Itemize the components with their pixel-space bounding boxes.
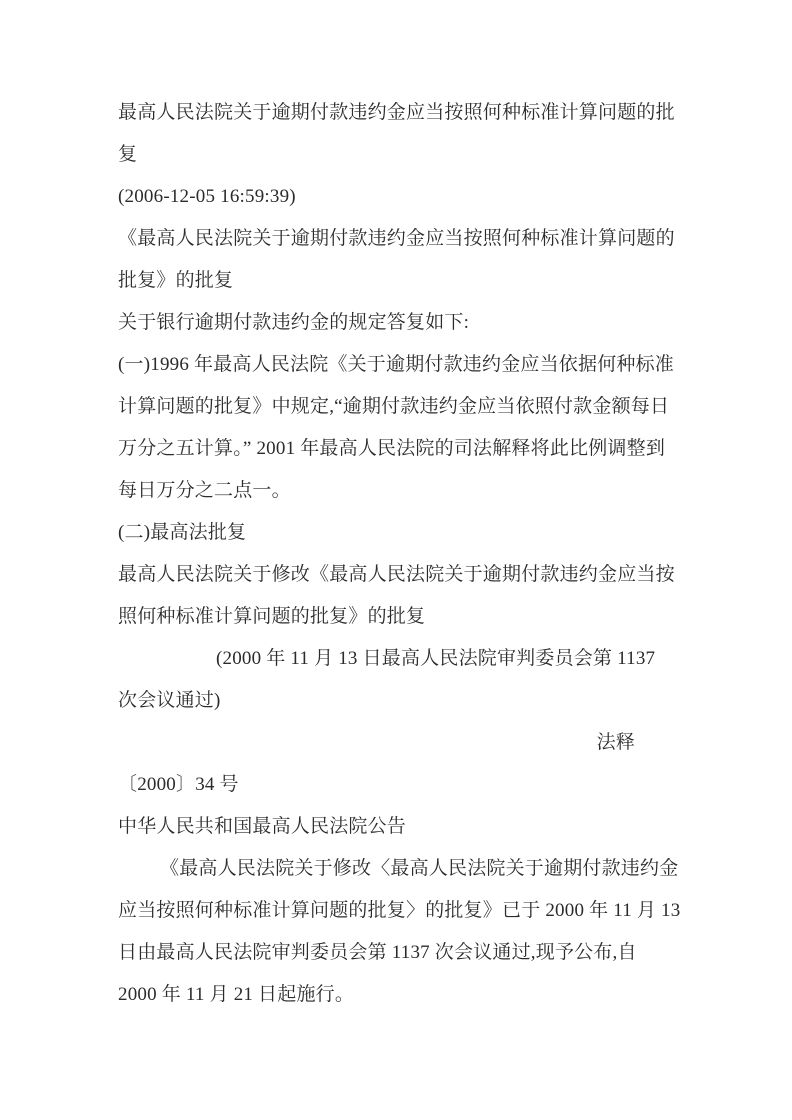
text-line: (一)1996 年最高人民法院《关于逾期付款违约金应当依据何种标准: [118, 354, 675, 375]
document-number-line-2: 〔2000〕34 号: [118, 774, 239, 795]
document-title-line-1: 最高人民法院关于逾期付款违约金应当按照何种标准计算问题的批: [118, 102, 675, 123]
document-number-line-1: 法释: [596, 732, 635, 753]
text-line: 《最高人民法院关于修改〈最高人民法院关于逾期付款违约金: [160, 858, 679, 879]
adoption-note-line-2: 次会议通过): [118, 690, 221, 711]
document-title-line-2: 复: [118, 144, 138, 165]
text-line: 万分之五计算。” 2001 年最高人民法院的司法解释将此比例调整到: [118, 438, 666, 459]
text-line: 照何种标准计算问题的批复》的批复: [118, 606, 426, 627]
text-line: 应当按照何种标准计算问题的批复〉的批复》已于 2000 年 11 月 13: [118, 900, 681, 921]
text-line: 日由最高人民法院审判委员会第 1137 次会议通过,现予公布,自: [118, 942, 637, 963]
text-line: 2000 年 11 月 21 日起施行。: [118, 984, 355, 1005]
text-line: 关于银行逾期付款违约金的规定答复如下:: [118, 312, 470, 333]
adoption-note-line-1: (2000 年 11 月 13 日最高人民法院审判委员会第 1137: [216, 648, 656, 669]
announcement-heading-line: 中华人民共和国最高人民法院公告: [118, 816, 407, 837]
text-line: 《最高人民法院关于逾期付款违约金应当按照何种标准计算问题的: [118, 228, 675, 249]
text-line: 批复》的批复: [118, 270, 234, 291]
text-line: 最高人民法院关于修改《最高人民法院关于逾期付款违约金应当按: [118, 564, 675, 585]
text-line: 计算问题的批复》中规定,“逾期付款违约金应当依照付款金额每日: [118, 396, 670, 417]
text-line: 每日万分之二点一。: [118, 480, 291, 501]
section-heading-line: (二)最高法批复: [118, 522, 247, 543]
timestamp-line: (2006-12-05 16:59:39): [118, 186, 296, 207]
